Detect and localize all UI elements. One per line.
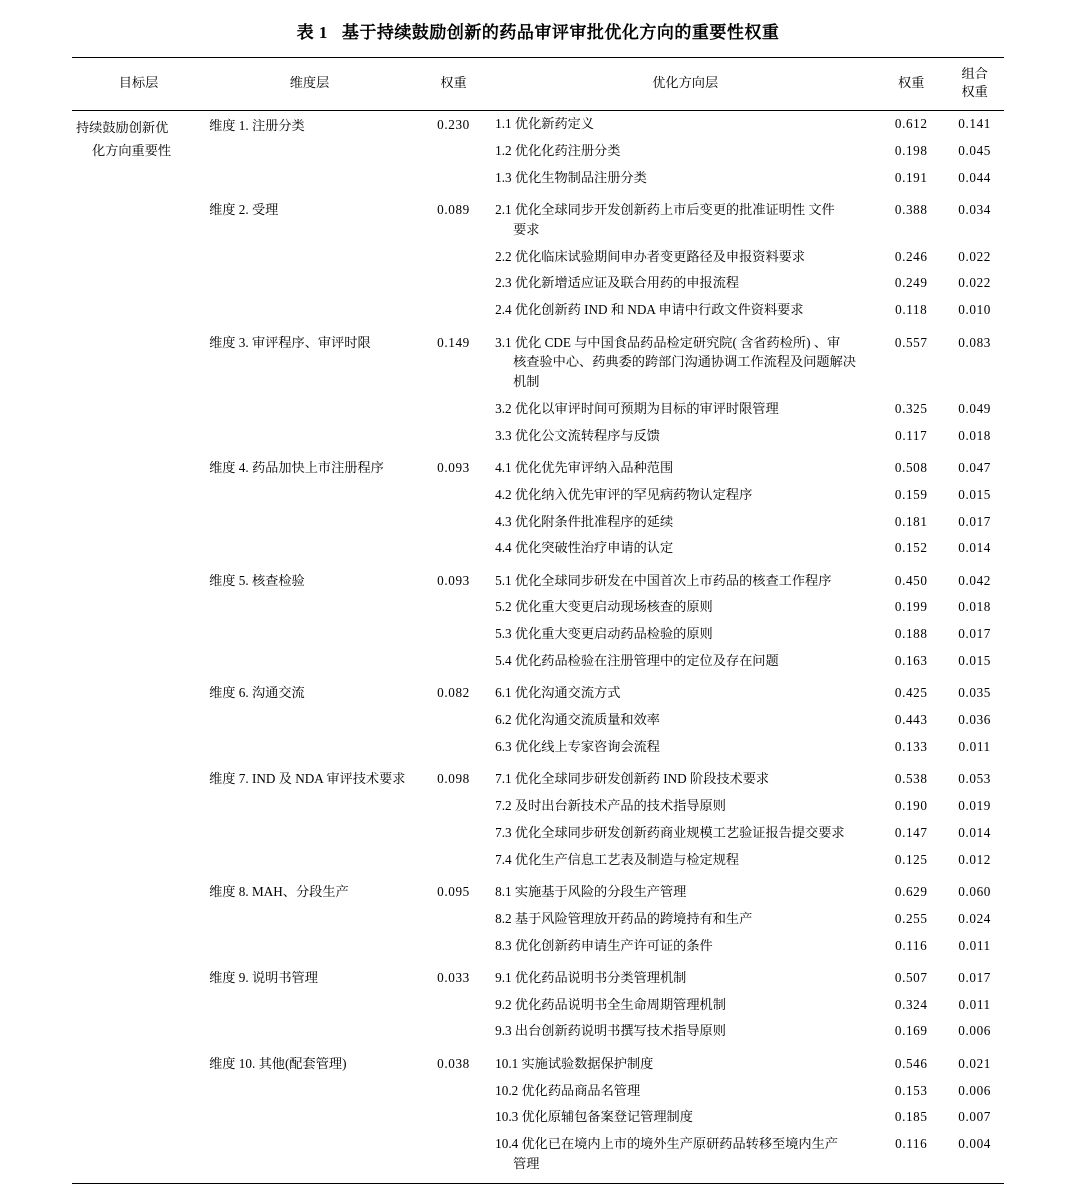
direction-cell [493,648,877,675]
combined-weight-cell: 0.011 [958,738,991,754]
direction-cell [493,395,877,422]
combined-weight-cell: 0.018 [958,427,991,443]
direction-label: 1.3 优化生物制品注册分类 [495,169,647,185]
header-weight-2: 权重 [877,58,945,111]
combined-weight-cell: 0.012 [958,851,991,867]
combined-weight-cell: 0.010 [958,302,991,318]
direction-cell [493,1045,877,1077]
direction-weight-cell: 0.546 [894,1055,928,1071]
direction-weight-cell: 0.190 [894,798,928,814]
dimension-cell: 维度 2. 受理 [209,202,279,218]
direction-label: 8.2 基于风险管理放开药品的跨境持有和生产 [495,910,753,926]
combined-weight-cell: 0.049 [958,400,991,416]
dimension-cell: 维度 10. 其他(配套管理) [209,1055,347,1071]
table-body [72,110,1004,1177]
direction-cell [493,535,877,562]
combined-weight-cell: 0.035 [958,685,991,701]
direction-cell [493,793,877,820]
combined-weight-cell: 0.006 [958,1023,991,1039]
direction-label: 3.1 优化 CDE 与中国食品药品检定研究院( 含省药检所) 、审 [495,334,841,350]
table-row [72,191,1004,243]
dimension-cell: 维度 4. 药品加快上市注册程序 [209,459,384,475]
direction-weight-cell: 0.185 [894,1109,928,1125]
header-weight-combined [945,58,1004,111]
dimension-cell: 维度 1. 注册分类 [209,117,305,133]
direction-weight-cell: 0.324 [894,996,928,1012]
direction-weight-cell: 0.325 [894,400,928,416]
direction-cell [493,733,877,760]
direction-label: 3.2 优化以审评时间可预期为目标的审评时限管理 [495,400,779,416]
direction-weight-cell: 0.538 [894,771,928,787]
combined-weight-cell: 0.011 [958,996,991,1012]
direction-cell [493,905,877,932]
direction-cell [493,594,877,621]
direction-weight-cell: 0.443 [894,712,928,728]
direction-weight-cell: 0.557 [894,334,928,350]
dimension-weight-cell: 0.149 [437,334,470,350]
direction-label: 2.2 优化临床试验期间申办者变更路径及申报资料要求 [495,248,806,264]
direction-cell [493,1018,877,1045]
combined-weight-cell: 0.021 [958,1055,991,1071]
direction-cell [493,270,877,297]
dimension-weight-cell: 0.038 [437,1055,470,1071]
table-row [72,324,1004,396]
direction-label-continuation: 核查验中心、药典委的跨部门沟通协调工作流程及问题解决 [513,354,856,370]
direction-label: 4.4 优化突破性治疗申请的认定 [495,540,674,556]
table-row [72,760,1004,792]
direction-label: 7.3 优化全球同步研发创新药商业规模工艺验证报告提交要求 [495,824,845,840]
combined-weight-cell: 0.015 [958,653,991,669]
combined-weight-cell: 0.019 [958,798,991,814]
dimension-cell: 维度 5. 核查检验 [209,572,305,588]
direction-weight-cell: 0.181 [894,513,928,529]
direction-cell [493,137,877,164]
direction-weight-cell: 0.169 [894,1023,928,1039]
combined-weight-cell: 0.017 [958,513,991,529]
direction-label: 6.1 优化沟通交流方式 [495,685,621,701]
direction-cell [493,449,877,481]
direction-label-continuation: 机制 [513,374,540,390]
combined-weight-cell: 0.004 [958,1136,991,1152]
combined-weight-cell: 0.014 [958,540,991,556]
direction-weight-cell: 0.163 [894,653,928,669]
direction-label: 1.1 优化新药定义 [495,116,595,132]
header-weight-1: 权重 [414,58,493,111]
direction-cell [493,562,877,594]
table-caption-text: 基于持续鼓励创新的药品审评审批优化方向的重要性权重 [341,23,780,42]
direction-cell [493,846,877,873]
direction-label: 7.4 优化生产信息工艺表及制造与检定规程 [495,851,740,867]
direction-label: 5.1 优化全球同步研发在中国首次上市药品的核查工作程序 [495,572,832,588]
table-row [72,873,1004,905]
direction-label: 2.3 优化新增适应证及联合用药的申报流程 [495,275,740,291]
dimension-cell: 维度 8. MAH、分段生产 [209,883,349,899]
combined-weight-cell: 0.014 [958,824,991,840]
combined-weight-cell: 0.024 [958,910,991,926]
direction-cell [493,422,877,449]
dimension-cell: 维度 7. IND 及 NDA 审评技术要求 [209,771,406,787]
direction-cell [493,991,877,1018]
direction-weight-cell: 0.117 [895,427,928,443]
direction-cell [493,243,877,270]
direction-label: 2.1 优化全球同步开发创新药上市后变更的批准证明性 文件 [495,202,835,218]
direction-cell [493,324,877,396]
direction-label: 5.3 优化重大变更启动药品检验的原则 [495,626,713,642]
direction-label: 9.3 出台创新药说明书撰写技术指导原则 [495,1023,726,1039]
combined-weight-cell: 0.044 [958,169,991,185]
dimension-weight-cell: 0.082 [437,685,470,701]
direction-weight-cell: 0.188 [894,626,928,642]
direction-label: 3.3 优化公文流转程序与反馈 [495,427,660,443]
table-number: 表 1 [296,23,328,42]
dimension-weight-cell: 0.230 [437,116,470,132]
direction-label: 4.2 优化纳入优先审评的罕见病药物认定程序 [495,486,753,502]
direction-weight-cell: 0.246 [894,248,928,264]
direction-label: 9.2 优化药品说明书全生命周期管理机制 [495,996,726,1012]
combined-weight-cell: 0.047 [958,459,991,475]
direction-label: 8.1 实施基于风险的分段生产管理 [495,883,687,899]
direction-label: 7.1 优化全球同步研发创新药 IND 阶段技术要求 [495,771,770,787]
header-row [72,58,1004,111]
direction-weight-cell: 0.118 [895,302,928,318]
direction-cell [493,932,877,959]
direction-cell [493,508,877,535]
direction-label-continuation: 管理 [513,1155,540,1171]
combined-weight-cell: 0.036 [958,712,991,728]
header-direction: 优化方向层 [493,58,877,111]
direction-label: 1.2 优化化药注册分类 [495,142,621,158]
direction-cell [493,621,877,648]
dimension-cell: 维度 6. 沟通交流 [209,685,305,701]
direction-cell [493,1077,877,1104]
direction-label: 2.4 优化创新药 IND 和 NDA 申请中行政文件资料要求 [495,302,804,318]
weights-table [72,57,1004,1177]
combined-weight-cell: 0.034 [958,202,991,218]
table-row [72,674,1004,706]
direction-label-continuation: 要求 [513,221,540,237]
direction-cell [493,707,877,734]
table-row [72,1045,1004,1077]
direction-weight-cell: 0.199 [894,599,928,615]
combined-weight-cell: 0.022 [958,275,991,291]
combined-weight-cell: 0.017 [958,969,991,985]
combined-weight-cell: 0.011 [958,937,991,953]
direction-weight-cell: 0.629 [894,883,928,899]
direction-weight-cell: 0.153 [894,1082,928,1098]
direction-weight-cell: 0.147 [894,824,928,840]
table-title [72,18,1004,43]
combined-weight-cell: 0.141 [958,116,991,132]
direction-label: 10.2 优化药品商品名管理 [495,1082,641,1098]
direction-cell [493,674,877,706]
dimension-weight-cell: 0.095 [437,883,470,899]
header-weight-combined-line2: 权重 [961,83,988,99]
dimension-weight-cell: 0.033 [437,969,470,985]
direction-weight-cell: 0.249 [894,275,928,291]
direction-label: 4.1 优化优先审评纳入品种范围 [495,459,674,475]
dimension-weight-cell: 0.093 [437,459,470,475]
direction-label: 6.2 优化沟通交流质量和效率 [495,712,660,728]
combined-weight-cell: 0.007 [958,1109,991,1125]
direction-weight-cell: 0.507 [894,969,928,985]
direction-label: 7.2 及时出台新技术产品的技术指导原则 [495,798,726,814]
goal-line-1: 持续鼓励创新优 [76,119,169,135]
combined-weight-cell: 0.017 [958,626,991,642]
direction-label: 10.1 实施试验数据保护制度 [495,1055,654,1071]
combined-weight-cell: 0.083 [958,334,991,350]
direction-label: 10.3 优化原辅包备案登记管理制度 [495,1109,693,1125]
direction-weight-cell: 0.612 [894,116,928,132]
header-goal: 目标层 [72,58,205,111]
header-dimension: 维度层 [205,58,414,111]
direction-weight-cell: 0.159 [894,486,928,502]
direction-label: 5.4 优化药品检验在注册管理中的定位及存在问题 [495,653,779,669]
direction-weight-cell: 0.116 [895,937,928,953]
table-row [72,449,1004,481]
combined-weight-cell: 0.022 [958,248,991,264]
goal-line-2: 化方向重要性 [92,142,172,158]
direction-label: 9.1 优化药品说明书分类管理机制 [495,969,687,985]
dimension-weight-cell: 0.093 [437,572,470,588]
direction-weight-cell: 0.255 [894,910,928,926]
table-row [72,959,1004,991]
header-weight-combined-line1: 组合 [961,66,988,81]
dimension-weight-cell: 0.098 [437,771,470,787]
direction-weight-cell: 0.125 [894,851,928,867]
direction-label: 4.3 优化附条件批准程序的延续 [495,513,674,529]
direction-cell [493,959,877,991]
goal-layer-cell [72,110,205,1177]
table-row [72,110,1004,137]
combined-weight-cell: 0.053 [958,771,991,787]
combined-weight-cell: 0.060 [958,883,991,899]
direction-weight-cell: 0.388 [894,202,928,218]
direction-cell [493,1131,877,1178]
direction-label: 8.3 优化创新药申请生产许可证的条件 [495,937,713,953]
direction-cell [493,760,877,792]
direction-cell [493,819,877,846]
direction-label: 5.2 优化重大变更启动现场核查的原则 [495,599,713,615]
dimension-cell: 维度 9. 说明书管理 [209,969,318,985]
direction-cell [493,191,877,243]
direction-weight-cell: 0.198 [894,142,928,158]
direction-cell [493,110,877,137]
dimension-weight-cell: 0.089 [437,202,470,218]
direction-label: 10.4 优化已在境内上市的境外生产原研药品转移至境内生产 [495,1136,838,1152]
direction-weight-cell: 0.508 [894,459,928,475]
table-row [72,562,1004,594]
direction-cell [493,481,877,508]
combined-weight-cell: 0.042 [958,572,991,588]
direction-weight-cell: 0.425 [894,685,928,701]
direction-label: 6.3 优化线上专家咨询会流程 [495,738,660,754]
direction-weight-cell: 0.152 [894,540,928,556]
direction-weight-cell: 0.133 [894,738,928,754]
direction-weight-cell: 0.191 [894,169,928,185]
direction-cell [493,1104,877,1131]
combined-weight-cell: 0.015 [958,486,991,502]
combined-weight-cell: 0.006 [958,1082,991,1098]
direction-cell [493,873,877,905]
direction-weight-cell: 0.116 [895,1136,928,1152]
dimension-cell: 维度 3. 审评程序、审评时限 [209,334,371,350]
combined-weight-cell: 0.045 [958,142,991,158]
direction-cell [493,297,877,324]
direction-cell [493,164,877,191]
table-header [72,58,1004,111]
direction-weight-cell: 0.450 [894,572,928,588]
combined-weight-cell: 0.018 [958,599,991,615]
